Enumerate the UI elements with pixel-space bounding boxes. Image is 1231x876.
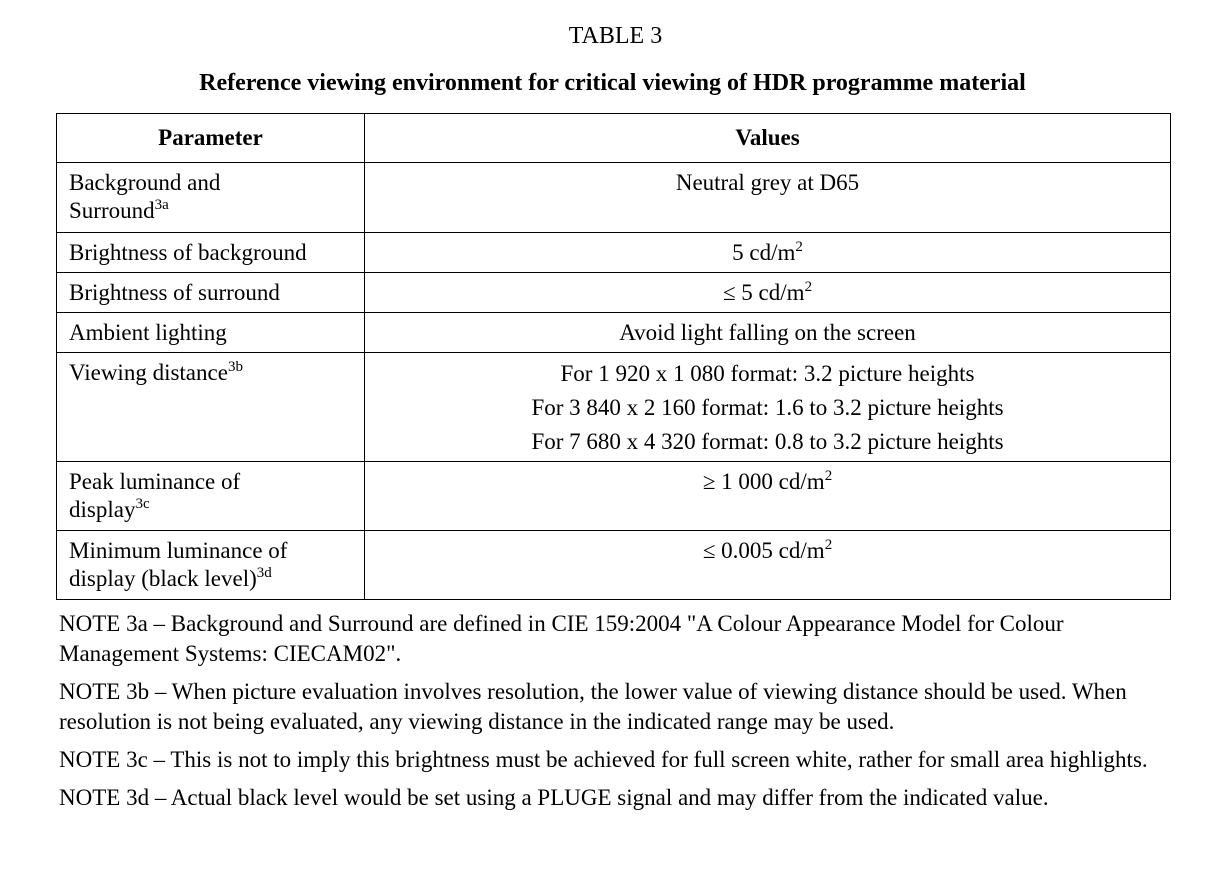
table-row [57, 313, 1171, 353]
parameter-text: display (black level) [69, 566, 257, 591]
value-text: Avoid light falling on the screen [619, 320, 916, 345]
footnote-ref: 3a [154, 197, 169, 213]
reference-viewing-table [56, 113, 1171, 600]
parameter-text: Minimum luminance of [69, 538, 288, 563]
parameter-text: Background and [69, 170, 221, 195]
value-text: Neutral grey at D65 [675, 170, 860, 195]
unit-superscript: 2 [824, 468, 833, 484]
parameter-text: Peak luminance of [69, 469, 241, 494]
parameter-cell [57, 531, 365, 600]
parameter-text: Viewing distance [69, 360, 228, 385]
table-row [57, 353, 1171, 462]
footnote-ref: 3c [135, 496, 150, 512]
unit-superscript: 2 [795, 239, 803, 255]
table-row [57, 462, 1171, 531]
footnote-ref: 3b [227, 359, 243, 375]
value-cell [365, 233, 1171, 273]
value-cell [365, 313, 1171, 353]
value-text: 5 cd/m [732, 240, 796, 265]
table-caption: TABLE 3 [568, 23, 663, 49]
value-text: ≥ 1 000 cd/m [702, 469, 825, 494]
value-cell [365, 531, 1171, 600]
unit-superscript: 2 [804, 279, 813, 295]
parameter-cell [57, 353, 365, 462]
parameter-text: Brightness of surround [69, 280, 280, 305]
value-cell [365, 163, 1171, 233]
parameter-cell [57, 273, 365, 313]
table-row [57, 273, 1171, 313]
table-title: Reference viewing environment for critical viewing of HDR programme material [199, 70, 1026, 96]
table-row [57, 163, 1171, 233]
value-text: ≤ 0.005 cd/m [702, 538, 825, 563]
table-row [57, 233, 1171, 273]
parameter-text: Surround [69, 198, 155, 223]
value-line: For 3 840 x 2 160 format: 1.6 to 3.2 picture heights [531, 395, 1004, 420]
table-row [57, 531, 1171, 600]
value-line: For 1 920 x 1 080 format: 3.2 picture heights [560, 361, 975, 386]
parameter-text: Ambient lighting [69, 320, 227, 345]
value-text: ≤ 5 cd/m [722, 280, 805, 305]
value-cell [365, 273, 1171, 313]
note-3b: NOTE 3b – When picture evaluation involves resolution, the lower value of viewing distance should be used. When resolution is not being evaluated, any viewing distance in the indicated range may be used. [59, 679, 1127, 734]
unit-superscript: 2 [824, 537, 833, 553]
note-3a: NOTE 3a – Background and Surround are defined in CIE 159:2004 "A Colour Appearance Model for Colour Management Systems: CIECAM02". [59, 611, 1064, 666]
parameter-cell [57, 163, 365, 233]
parameter-text: display [69, 497, 136, 522]
header-values: Values [365, 114, 1171, 163]
parameter-cell [57, 233, 365, 273]
value-cell [365, 353, 1171, 462]
parameter-cell [57, 313, 365, 353]
parameter-cell [57, 462, 365, 531]
note-3d: NOTE 3d – Actual black level would be set using a PLUGE signal and may differ from the indicated value. [59, 785, 1049, 810]
value-line: For 7 680 x 4 320 format: 0.8 to 3.2 picture heights [531, 429, 1004, 454]
value-cell [365, 462, 1171, 531]
note-3c: NOTE 3c – This is not to imply this brightness must be achieved for full screen white, rather for small area highlights. [59, 747, 1148, 772]
table-header-row [57, 114, 1171, 163]
parameter-text: Brightness of background [69, 240, 307, 265]
header-parameter: Parameter [57, 114, 365, 163]
footnote-ref: 3d [256, 565, 272, 581]
table-notes [59, 609, 1169, 821]
